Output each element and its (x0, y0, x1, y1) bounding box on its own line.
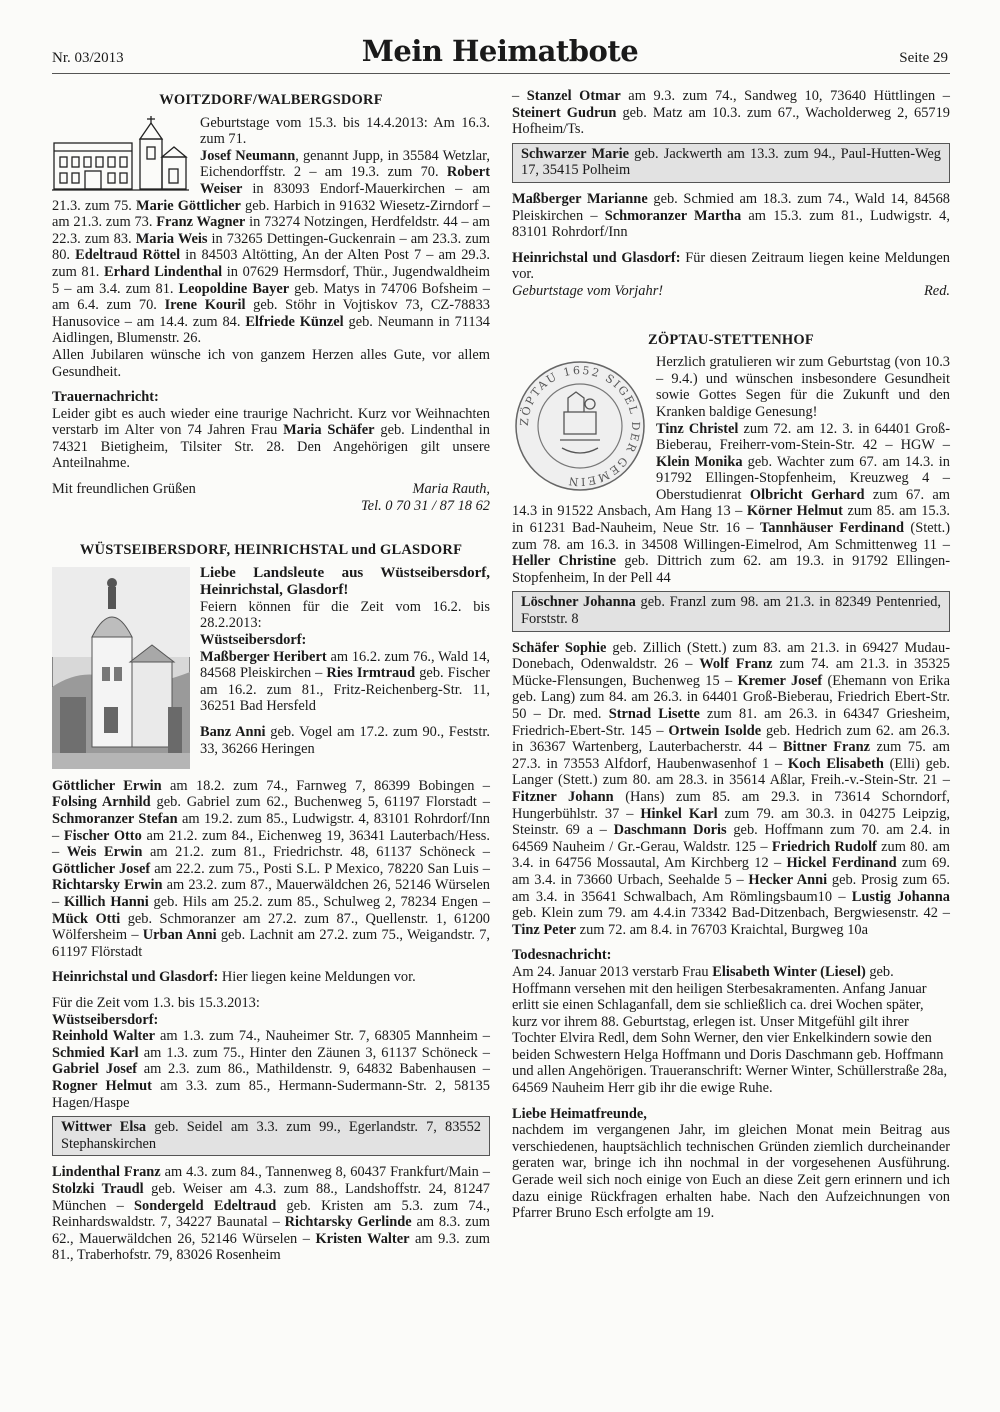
birthday-list-3 (52, 778, 490, 961)
person-name: Marie Göttlicher (136, 197, 241, 214)
text-run: am 8.3. zum 62., Mauerwäldchen 26, 52146 Würselen – (52, 1214, 490, 1247)
person-name: Irene Kouril (164, 297, 246, 314)
person-name: Maria Schäfer (283, 422, 375, 439)
text-run: am 18.2. zum 74., Farnweg 7, 86399 Bobingen – (161, 777, 490, 794)
text-run: in 84503 Altötting, An der Alten Post 7 – am 29.3. zum 81. (52, 247, 490, 280)
person-name: Richtarsky Erwin (52, 877, 163, 894)
text-run: geb. Kristen am 5.3. zum 74., Reinhardswaldstr. 7, 34227 Baunatal – (52, 1197, 490, 1231)
person-name: Gabriel Josef (52, 1061, 138, 1078)
greeting: Mit freundlichen Grüßen (52, 481, 196, 498)
text-run: Am 24. Januar 2013 verstarb Frau (512, 963, 713, 980)
header-rule (52, 73, 950, 74)
person-name: Heinrichstal und Glasdorf: (52, 969, 219, 986)
text-run: am 9.3. zum 74., Sandweg 10, 73640 Hüttlingen – (620, 88, 951, 104)
text-run: am 3.3. zum 85., Hermann-Sudermann-Str. 2, 58135 Hagen/Haspe (52, 1077, 490, 1111)
text-run: geb. Seidel am 3.3. zum 99., Egerlandstr. 7, 83552 Stephanskirchen (61, 1119, 481, 1152)
person-name: Folsing Arnhild (52, 794, 151, 811)
person-name: Fitzner Johann (512, 788, 614, 805)
woitzdorf-intro: Geburtstage vom 15.3. bis 14.4.2013: Am 16.3. zum 71. (200, 114, 490, 148)
friends-title: Liebe Heimatfreunde, (512, 1105, 647, 1122)
highlight-box-wittwer (52, 1116, 490, 1156)
person-name: Schwarzer Marie (521, 145, 629, 162)
text-run: – (512, 88, 527, 104)
person-name: Schäfer Sophie (512, 639, 607, 656)
birthday-continuation (512, 88, 950, 138)
period-march: Für die Zeit vom 1.3. bis 15.3.2013: (52, 994, 260, 1011)
person-name: Steinert Gudrun (512, 104, 617, 121)
text-run: zum 81. am 26.3. in 64347 Griesheim, Friedrich-Ebert-Str. 145 – (512, 706, 950, 739)
text-run: am 15.3. zum 81., Ludwigstr. 4, 83101 Rohrdorf/Inn (512, 207, 950, 241)
right-column (512, 88, 950, 1222)
person-name: Ries Irmtraud (326, 665, 416, 682)
person-name: Körner Helmut (746, 503, 843, 520)
person-name: Tinz Christel (656, 420, 739, 437)
person-name: Sondergeld Edeltraud (134, 1197, 277, 1214)
text-run: geb. Vogel am 17.2. zum 90., Feststr. 33, 36266 Heringen (200, 724, 490, 757)
person-name: Strnad Lisette (608, 706, 700, 722)
birthday-list-5 (52, 1164, 490, 1264)
text-run: am 1.3. zum 75., Hinter den Zäunen 3, 61137 Schöneck – (138, 1044, 490, 1061)
text-run: am 19.2. zum 85., Ludwigstr. 4, 83101 Rohrdorf/Inn – (52, 811, 490, 844)
birthday-list-massberger (512, 191, 950, 241)
person-name: Lindenthal Franz (52, 1164, 161, 1181)
person-name: Richtarsky Gerlinde (284, 1214, 412, 1231)
person-name: Maßberger Heribert (200, 648, 327, 665)
text-run: (Hans) zum 85. am 29.3. in 73614 Schorndorf, Hungerbühlstr. 37 – (512, 788, 950, 822)
left-column (52, 88, 490, 1264)
author-block (361, 481, 490, 514)
person-name: Wittwer Elsa (61, 1119, 147, 1136)
place-wuestseibersdorf-1: Wüstseibersdorf: (200, 632, 307, 649)
highlight-box-schwarzer (512, 143, 950, 183)
section-title-woitzdorf: WOITZDORF/WALBERGSDORF (159, 92, 383, 108)
text-run: in 83093 Endorf-Mauerkirchen – am 21.3. zum 75. (52, 180, 490, 214)
person-name: Schmoranzer Stefan (52, 811, 178, 828)
text-run: am 23.2. zum 87., Mauerwäldchen 26, 52146 Würselen – (52, 877, 491, 910)
person-name: Fischer Otto (63, 827, 142, 844)
text-run: geb. Matys in 74706 Bofsheim – am 6.4. zum 70. (52, 280, 490, 314)
text-run: geb. Dittrich zum 62. am 19.3. in 91792 Ellingen-Stopfenheim, In der Pell 44 (512, 553, 950, 586)
text-run: Hier liegen keine Meldungen vor. (218, 969, 416, 986)
person-name: Heller Christine (512, 553, 616, 570)
text-run: geb. Hoffmann versehen mit den heiligen Sterbesakramenten. Anfang Januar erlitt sie einen Schlaganfall, dem sie schließlich ca. drei Wochen später, kurz vor ihrem 88. Geburtstag, erlegen ist. Unser Mitgefühl gilt ihrer Tochter Elvira Redl, dem Sohn Werner, den vier Enkelkindern sowie den beiden Schwestern Helga Hoffmann und Doris Daschmann geb. Hoffmann und allen Angehörigen. Traueranschrift: Werner Winter, Schüllerstraße 28a, 64569 Nauheim Herr gib ihr die ewige Ruhe. (512, 963, 948, 1097)
red-signature: Red. (924, 282, 950, 299)
greeting-landsleute: Liebe Landsleute aus Wüstseibersdorf, Heinrichstal, Glasdorf! (200, 564, 490, 598)
person-name: Olbricht Gerhard (749, 486, 865, 503)
text-run: (Elli) geb. Langer (Stett.) zum 80. am 28.3. in 35614 Aßlar, Freih.-v.-Stein-Str. 21 – (512, 755, 950, 789)
text-run: zum 79. am 30.3. in 04275 Leipzig, Steinstr. 69 a – (512, 805, 950, 839)
person-name: Stanzel Otmar (526, 88, 621, 104)
person-name: Koch Elisabeth (787, 755, 884, 772)
friends-text: nachdem im vergangenen Jahr, im gleichen Monat mein Beitrag aus verschiedenen, hauptsächlich technischen Gründen ziemlich durcheinander geraten war, bringe ich ihn nochmal in der vorgesehenen Ausführung. Gerade weil sich noch einige von Euch an diese Zeit gern erinnern und ich dazu einige Rückfragen erhalten habe. Nach den Aufzeichnungen von Pfarrer Bruno Esch erfolgte am 19. (512, 1122, 950, 1222)
text-run: Leider gibt es auch wieder eine traurige Nachricht. Kurz vor Weihnachten verstarb im Alter von 74 Jahren Frau (52, 405, 490, 439)
person-name: Friedrich Rudolf (771, 838, 877, 855)
person-name: Edeltraud Röttel (75, 247, 181, 264)
person-name: Elisabeth Winter (Liesel) (712, 963, 866, 980)
person-name: Heinrichstal und Glasdorf: (512, 249, 681, 266)
person-name: Göttlicher Erwin (52, 777, 162, 794)
text-run: am 21.2. zum 84., Eichenweg 19, 36341 Lauterbach/Hess. – (52, 827, 490, 861)
person-name: Weis Erwin (66, 844, 143, 861)
text-run: in 73265 Dettingen-Guckenrain – am 23.3. zum 80. (52, 230, 490, 264)
person-name: Göttlicher Josef (52, 860, 151, 877)
author-phone: Tel. 0 70 31 / 87 18 62 (361, 497, 490, 514)
person-name: Ortwein Isolde (668, 722, 762, 739)
text-run: zum 69. am 3.4. in 73660 Urbach, Seehalde 5 – (512, 855, 950, 888)
person-name: Hinkel Karl (640, 805, 718, 822)
death-title: Todesnachricht: (512, 947, 612, 964)
text-run: zum 72. am 12. 3. in 64401 Groß-Bieberau, Freiherr-vom-Stein-Str. 42 – HGW – (656, 420, 950, 454)
text-run: zum 85. am 15.3. in 61231 Bad-Nauheim, Neue Str. 16 – (512, 503, 950, 537)
text-run: Für diesen Zeitraum liegen keine Meldungen vor. (512, 249, 951, 283)
person-name: Hickel Ferdinand (786, 855, 897, 872)
text-run: geb. Wachter zum 67. am 14.3. in 91792 Ellingen-Stopfenheim, Kreuzweg 4 – Oberstudienrat (656, 453, 950, 503)
person-name: Lustig Johanna (851, 888, 950, 905)
text-run: geb. Matz am 10.3. zum 67., Wacholderweg 2, 65719 Hofheim/Ts. (512, 104, 950, 138)
text-run: geb. Zillich (Stett.) zum 83. am 21.3. in 69427 Mudau-Donebach, Odenwaldstr. 26 – (512, 639, 950, 673)
heinrichstal-note (52, 969, 490, 986)
issue-number: Nr. 03/2013 (52, 50, 124, 66)
person-name: Reinhold Walter (52, 1028, 156, 1045)
text-run: (Stett.) zum 78. am 16.3. in 34508 Willingen-Eimelrod, Am Schmittenweg 11 – (512, 520, 950, 553)
mourning-title: Trauernachricht: (52, 389, 159, 406)
place-wuestseibersdorf-2: Wüstseibersdorf: (52, 1011, 159, 1028)
text-run: am 21.2. zum 81., Friedrichstr. 48, 61137 Schöneck – (142, 844, 490, 861)
person-name: Killich Hanni (63, 894, 149, 910)
person-name: Löschner Johanna (521, 594, 636, 611)
text-run: am 2.3. zum 86., Mathildenstr. 9, 64832 Babenhausen – (137, 1061, 490, 1078)
text-run: geb. Lindenthal in 74321 Bietigheim, Tilsiter Str. 28. Den Angehörigen gilt unsere Anteilnahme. (52, 422, 490, 472)
text-run: zum 75. am 27.3. in 73553 Alfdorf, Haubenwasenhof 1 – (512, 739, 950, 772)
person-name: Wolf Franz (699, 656, 773, 673)
text-run: geb. Fischer am 16.2. zum 81., Fritz-Reichenberg-Str. 11, 36251 Bad Hersfeld (200, 665, 491, 715)
text-run: in 73274 Notzingen, Herdfeldstr. 44 – am 22.3. zum 83. (52, 214, 490, 247)
text-run: zum 67. am 14.3 in 91522 Ansbach, Am Hang 13 – (512, 486, 950, 520)
text-run: am 16.2. zum 76., Wald 14, 84568 Pleiskirchen – (200, 648, 490, 682)
text-run: geb. Hedrich zum 62. am 26.3. in 36367 Wartenberg, Lauterbacherstr. 44 – (512, 722, 950, 756)
mourning-text (52, 406, 490, 472)
period-feb: Feiern können für die Zeit vom 16.2. bis 28.2.2013: (200, 598, 490, 632)
text-run: zum 72. am 8.4. in 76703 Kraichtal, Burgweg 10a (576, 921, 868, 938)
person-name: Tinz Peter (512, 921, 577, 938)
person-name: Mück Otti (52, 910, 121, 927)
text-run: geb. Stöhr in Vojtiskov 73, CZ-78833 Hanusovice – am 14.4. zum 84. (52, 297, 490, 330)
text-run: geb. Gabriel zum 62., Buchenweg 5, 61197 Florstadt – (150, 794, 490, 811)
text-run: in 07629 Hermsdorf, Thür., Jugendwaldheim 5 – am 3.4. zum 81. (52, 263, 491, 297)
text-run: geb. Hils am 25.2. zum 85., Schulweg 2, 78234 Engen – (148, 894, 490, 910)
person-name: Bittner Franz (782, 739, 870, 756)
author-name: Maria Rauth, (412, 481, 490, 498)
person-name: Leopoldine Bayer (178, 280, 290, 297)
prev-year-line (512, 283, 950, 300)
section-title-zoeptau: ZÖPTAU-STETTENHOF (648, 331, 814, 348)
person-name: Hecker Anni (748, 871, 828, 888)
text-run: zum 74. am 21.3. in 35325 Mücke-Flensungen, Buchenweg 15 – (512, 656, 950, 689)
death-notice (512, 964, 950, 1097)
zoeptau-intro: Herzlich gratulieren wir zum Geburtstag (von 10.3 – 9.4.) und wünschen insbesondere Gesundheit sowie Gottes Segen für die Zukunft und den Kranken baldige Genesung! (656, 354, 950, 420)
section-title-wuestseibersdorf: WÜSTSEIBERSDORF, HEINRICHSTAL und GLASDORF (79, 542, 463, 559)
text-run: , genannt Jupp, in 35584 Wetzlar, Eichendorffstr. 2 – am 19.3. zum 70. (200, 147, 490, 181)
highlight-box-loeschner (512, 591, 950, 631)
person-name: Maria Weis (135, 230, 208, 247)
text-run: zum 80. am 3.4. in 64756 Mossautal, Am Kirchberg 12 – (512, 838, 951, 872)
page-number: Seite 29 (899, 50, 948, 66)
person-name: Banz Anni (200, 724, 266, 740)
person-name: Stolzki Traudl (52, 1180, 144, 1197)
text-run: geb. Hoffmann zum 70. am 2.4. in 64569 Nauheim / Gr.-Gerau, Waldstr. 125 – (512, 822, 950, 855)
village-church-icon (52, 115, 190, 193)
person-name: Maßberger Marianne (512, 190, 648, 207)
person-name: Robert Weiser (200, 164, 490, 197)
text-run: geb. Franzl zum 98. am 21.3. in 82349 Pentenried, Forststr. 8 (521, 594, 941, 628)
text-run: (Ehemann von Erika geb. Lang) zum 84. am 26.3. in 64401 Groß-Bieberau, Friedrich Ebert-Str. 50 – Dr. med. (512, 672, 950, 722)
text-run: am 1.3. zum 74., Nauheimer Str. 7, 68305 Mannheim – (155, 1028, 490, 1045)
zoeptau-birthdays-2 (512, 640, 950, 939)
person-name: Schmied Karl (52, 1044, 139, 1061)
person-name: Urban Anni (142, 927, 217, 944)
person-name: Rogner Helmut (52, 1077, 152, 1094)
woitzdorf-wish: Allen Jubilaren wünsche ich von ganzem Herzen alles Gute, vor allem Gesundheit. (52, 346, 490, 380)
masthead-logo: Mein Heimatbote (361, 34, 639, 68)
person-name: Tannhäuser Ferdinand (760, 520, 904, 537)
text-run: am 9.3. zum 81., Traberhofstr. 79, 83026 Rosenheim (52, 1230, 490, 1264)
person-name: Josef Neumann (200, 147, 296, 164)
text-run: geb. Weiser am 4.3. zum 88., Landshoffstr. 24, 81247 München – (52, 1180, 490, 1214)
person-name: Franz Wagner (156, 214, 246, 231)
person-name: Erhard Lindenthal (104, 263, 223, 280)
text-run: geb. Lachnit am 27.2. zum 75., Weigandstr. 7, 61197 Flörstadt (52, 927, 491, 960)
heinrichstal-note-right (512, 250, 950, 283)
prev-year-text: Geburtstage vom Vorjahr! (512, 282, 664, 299)
birthday-list-4 (52, 1028, 490, 1111)
text-run: geb. Prosig zum 65. am 3.4. in 35641 Schwalbach, Am Römlingsbaum10 – (512, 871, 950, 905)
text-run: geb. Harbich in 91632 Wiesetz-Zirndorf – am 21.3. zum 73. (52, 197, 490, 231)
text-run: geb. Neumann in 71134 Aidlingen, Blumenstr. 26. (52, 313, 491, 347)
person-name: Klein Monika (656, 453, 743, 470)
person-name: Schmoranzer Martha (604, 207, 742, 224)
text-run: am 4.3. zum 84., Tannenweg 8, 60437 Frankfurt/Main – (160, 1164, 490, 1181)
text-run: geb. Jackwerth am 13.3. zum 94., Paul-Hutten-Weg 17, 35415 Polheim (521, 145, 941, 179)
text-run: am 22.2. zum 75., Posti S.L. P Mexico, 78220 San Luis – (150, 860, 490, 877)
text-run: geb. Schmied am 18.3. zum 74., Wald 14, 84568 Pleiskirchen – (512, 190, 950, 224)
church-photo (52, 567, 190, 769)
text-run: geb. Klein zum 79. am 4.4.in 73342 Bad-Ditzenbach, Bergwiesenstr. 42 – (512, 905, 950, 922)
person-name: Kristen Walter (315, 1230, 410, 1247)
seal-text: ZÖPTAU 1652 SIGEL DER GEMEIN (517, 363, 643, 489)
municipal-seal-icon (512, 358, 648, 494)
signature (52, 481, 490, 514)
person-name: Daschmann Doris (613, 822, 727, 839)
person-name: Kremer Josef (737, 672, 823, 689)
person-name: Elfriede Künzel (245, 313, 344, 330)
text-run: geb. Schmoranzer am 27.2. zum 87., Quellenstr. 1, 61200 Wölfersheim – (52, 910, 490, 944)
